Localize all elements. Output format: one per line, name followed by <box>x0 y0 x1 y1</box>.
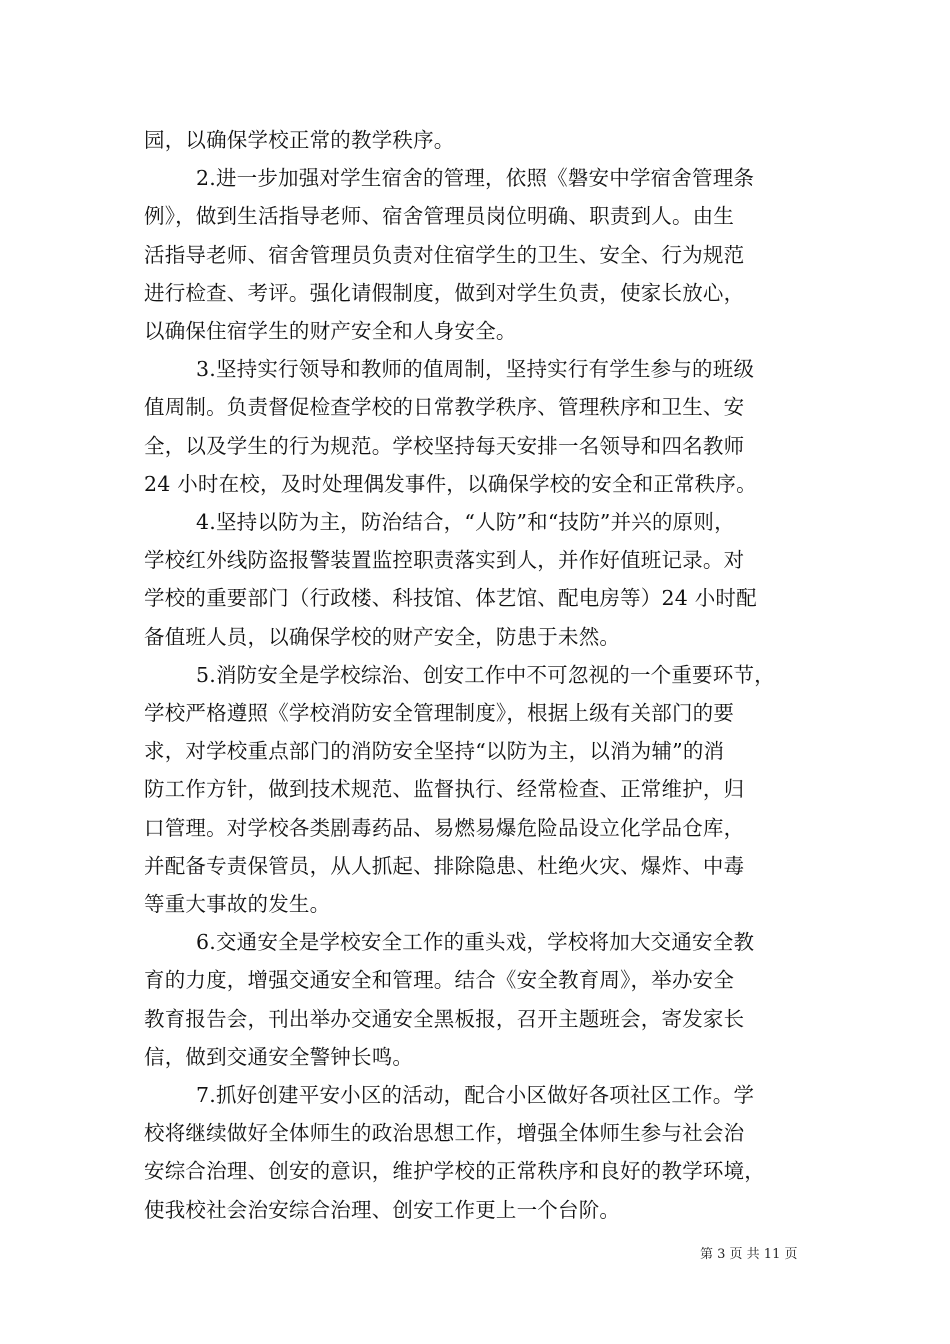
text-line: 信，做到交通安全警钟长鸣。 <box>144 1045 414 1069</box>
text-line: 教育报告会，刊出举办交通安全黑板报，召开主题班会，寄发家长 <box>144 1007 745 1031</box>
text-line: 并配备专责保管员，从人抓起、排除隐患、杜绝火灾、爆炸、中毒 <box>144 854 745 878</box>
text-line: 校将继续做好全体师生的政治思想工作，增强全体师生参与社会治 <box>144 1121 745 1145</box>
text-line: 安综合治理、创安的意识，维护学校的正常秩序和良好的教学环境， <box>144 1159 765 1183</box>
text-line: 等重大事故的发生。 <box>144 892 331 916</box>
text-line: 例》，做到生活指导老师、宿舍管理员岗位明确、职责到人。由生 <box>144 204 735 228</box>
text-line: 学校红外线防盗报警装置监控职责落实到人，并作好值班记录。对 <box>144 548 745 572</box>
text-line: 口管理。对学校各类剧毒药品、易燃易爆危险品设立化学品仓库， <box>144 816 745 840</box>
text-line: 学校的重要部门（行政楼、科技馆、体艺馆、配电房等）24 小时配 <box>144 586 757 610</box>
text-line: 育的力度，增强交通安全和管理。结合《安全教育周》，举办安全 <box>144 968 735 992</box>
text-line: 防工作方针，做到技术规范、监督执行、经常检查、正常维护，归 <box>144 777 745 801</box>
text-line: 求，对学校重点部门的消防安全坚持“以防为主，以消为辅”的消 <box>144 739 725 763</box>
paragraph-4-start: 4.坚持以防为主，防治结合，“人防”和“技防”并兴的原则， <box>196 510 735 534</box>
text-line: 备值班人员，以确保学校的财产安全，防患于未然。 <box>144 625 621 649</box>
text-line: 值周制。负责督促检查学校的日常教学秩序、管理秩序和卫生、安 <box>144 395 745 419</box>
text-line: 24 小时在校，及时处理偶发事件，以确保学校的安全和正常秩序。 <box>144 472 757 496</box>
paragraph-7-start: 7.抓好创建平安小区的活动，配合小区做好各项社区工作。学 <box>196 1083 755 1107</box>
paragraph-5-start: 5.消防安全是学校综治、创安工作中不可忽视的一个重要环节， <box>196 663 775 687</box>
paragraph-2-start: 2.进一步加强对学生宿舍的管理，依照《磐安中学宿舍管理条 <box>196 166 755 190</box>
text-line: 全，以及学生的行为规范。学校坚持每天安排一名领导和四名教师 <box>144 434 745 458</box>
text-line: 使我校社会治安综合治理、创安工作更上一个台阶。 <box>144 1198 621 1222</box>
text-line: 活指导老师、宿舍管理员负责对住宿学生的卫生、安全、行为规范 <box>144 243 745 267</box>
text-line: 学校严格遵照《学校消防安全管理制度》，根据上级有关部门的要 <box>144 701 735 725</box>
text-line: 进行检查、考评。强化请假制度，做到对学生负责，使家长放心， <box>144 281 745 305</box>
text-line: 园，以确保学校正常的教学秩序。 <box>144 128 455 152</box>
paragraph-6-start: 6.交通安全是学校安全工作的重头戏，学校将加大交通安全教 <box>196 930 755 954</box>
text-line: 以确保住宿学生的财产安全和人身安全。 <box>144 319 517 343</box>
page-number: 第 3 页 共 11 页 <box>700 1247 798 1262</box>
paragraph-3-start: 3.坚持实行领导和教师的值周制，坚持实行有学生参与的班级 <box>196 357 755 381</box>
